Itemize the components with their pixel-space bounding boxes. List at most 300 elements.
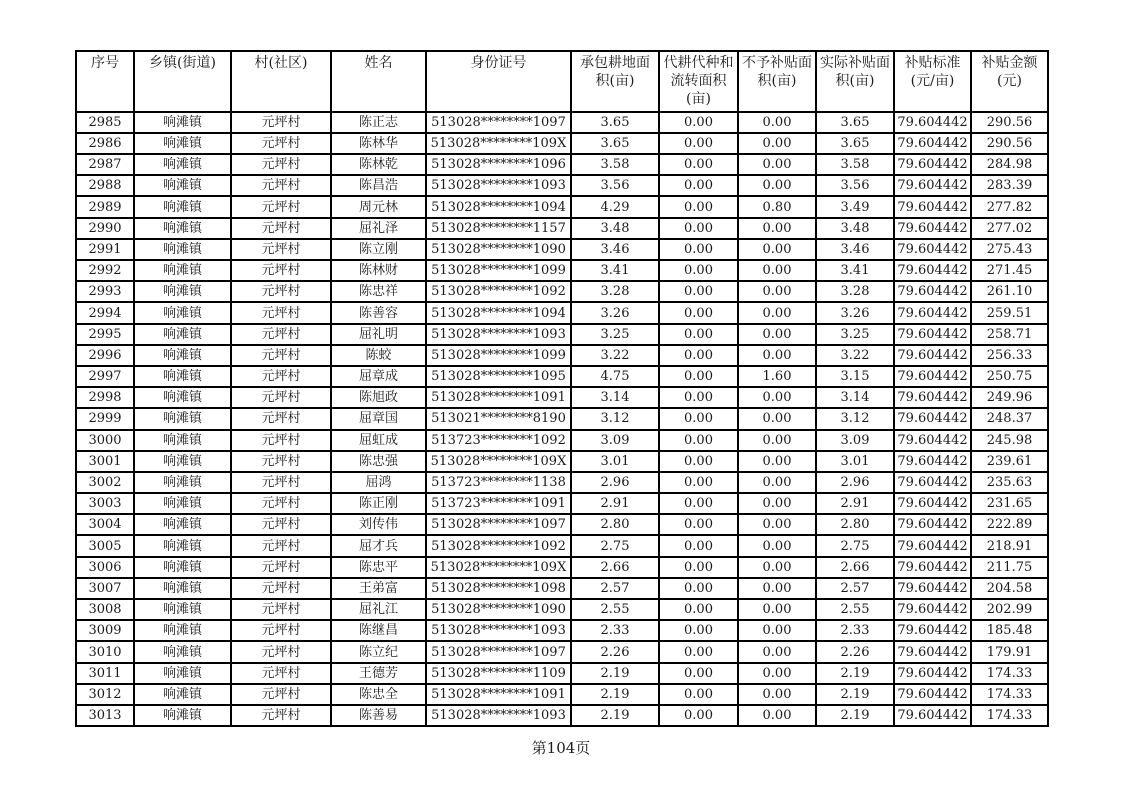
table-cell: 0.00 xyxy=(738,514,816,535)
table-cell: 响滩镇 xyxy=(134,218,231,239)
table-cell: 513028********1095 xyxy=(426,366,571,387)
table-cell: 3012 xyxy=(76,684,134,705)
column-header-non-subsidized-area: 不予补贴面积(亩) xyxy=(738,51,816,112)
table-cell: 79.604442 xyxy=(894,302,971,323)
table-row xyxy=(76,641,1048,662)
table-cell: 响滩镇 xyxy=(134,154,231,175)
table-row xyxy=(76,578,1048,599)
table-cell: 陈善容 xyxy=(331,302,426,323)
table-cell: 79.604442 xyxy=(894,387,971,408)
table-cell: 3.28 xyxy=(816,281,894,302)
table-cell: 陈忠祥 xyxy=(331,281,426,302)
table-cell: 513028********1099 xyxy=(426,260,571,281)
table-row xyxy=(76,663,1048,684)
table-cell: 513028********1093 xyxy=(426,705,571,726)
table-cell: 元坪村 xyxy=(231,154,331,175)
table-cell: 249.96 xyxy=(971,387,1048,408)
table-cell: 元坪村 xyxy=(231,387,331,408)
table-cell: 响滩镇 xyxy=(134,430,231,451)
table-cell: 响滩镇 xyxy=(134,281,231,302)
table-cell: 陈林乾 xyxy=(331,154,426,175)
table-cell: 79.604442 xyxy=(894,112,971,133)
table-cell: 3002 xyxy=(76,472,134,493)
table-cell: 513028********1109 xyxy=(426,663,571,684)
table-cell: 2.75 xyxy=(816,535,894,556)
table-cell: 2.75 xyxy=(571,535,659,556)
table-cell: 3.01 xyxy=(571,451,659,472)
table-cell: 2.19 xyxy=(816,684,894,705)
table-cell: 0.00 xyxy=(659,557,738,578)
table-cell: 3001 xyxy=(76,451,134,472)
table-cell: 3006 xyxy=(76,557,134,578)
table-cell: 响滩镇 xyxy=(134,684,231,705)
table-cell: 0.00 xyxy=(659,302,738,323)
column-header-transferred-area: 代耕代种和流转面积(亩) xyxy=(659,51,738,112)
table-cell: 2.26 xyxy=(571,641,659,662)
table-cell: 刘传伟 xyxy=(331,514,426,535)
table-cell: 3.22 xyxy=(571,345,659,366)
table-row xyxy=(76,239,1048,260)
table-cell: 3.58 xyxy=(816,154,894,175)
table-cell: 513021********8190 xyxy=(426,408,571,429)
table-cell: 2994 xyxy=(76,302,134,323)
table-row xyxy=(76,451,1048,472)
table-cell: 79.604442 xyxy=(894,705,971,726)
table-cell: 513028********1091 xyxy=(426,684,571,705)
table-cell: 0.00 xyxy=(659,430,738,451)
column-header-township: 乡镇(街道) xyxy=(134,51,231,112)
table-cell: 0.00 xyxy=(738,451,816,472)
table-cell: 响滩镇 xyxy=(134,493,231,514)
column-header-actual-subsidy-area: 实际补贴面积(亩) xyxy=(816,51,894,112)
table-cell: 2998 xyxy=(76,387,134,408)
table-cell: 周元林 xyxy=(331,196,426,217)
table-row xyxy=(76,684,1048,705)
table-cell: 0.00 xyxy=(738,557,816,578)
table-cell: 0.00 xyxy=(659,239,738,260)
table-cell: 元坪村 xyxy=(231,705,331,726)
table-cell: 235.63 xyxy=(971,472,1048,493)
table-cell: 2987 xyxy=(76,154,134,175)
table-cell: 2986 xyxy=(76,133,134,154)
table-cell: 202.99 xyxy=(971,599,1048,620)
table-cell: 2.33 xyxy=(816,620,894,641)
column-header-village: 村(社区) xyxy=(231,51,331,112)
table-cell: 513028********109X xyxy=(426,451,571,472)
table-cell: 79.604442 xyxy=(894,493,971,514)
table-cell: 元坪村 xyxy=(231,514,331,535)
table-cell: 211.75 xyxy=(971,557,1048,578)
table-cell: 2.80 xyxy=(571,514,659,535)
table-cell: 响滩镇 xyxy=(134,324,231,345)
table-cell: 3.26 xyxy=(816,302,894,323)
table-cell: 0.00 xyxy=(738,260,816,281)
table-row xyxy=(76,366,1048,387)
table-cell: 79.604442 xyxy=(894,154,971,175)
table-cell: 2993 xyxy=(76,281,134,302)
table-cell: 陈忠全 xyxy=(331,684,426,705)
table-cell: 元坪村 xyxy=(231,535,331,556)
table-cell: 3.25 xyxy=(816,324,894,345)
table-cell: 屈虹成 xyxy=(331,430,426,451)
table-cell: 元坪村 xyxy=(231,620,331,641)
table-cell: 174.33 xyxy=(971,684,1048,705)
table-cell: 248.37 xyxy=(971,408,1048,429)
table-cell: 0.00 xyxy=(738,641,816,662)
table-cell: 元坪村 xyxy=(231,218,331,239)
table-cell: 513028********1097 xyxy=(426,514,571,535)
table-cell: 79.604442 xyxy=(894,366,971,387)
table-cell: 0.00 xyxy=(659,599,738,620)
table-cell: 元坪村 xyxy=(231,557,331,578)
table-cell: 响滩镇 xyxy=(134,705,231,726)
table-cell: 3.41 xyxy=(571,260,659,281)
table-cell: 513028********1098 xyxy=(426,578,571,599)
table-cell: 2.55 xyxy=(816,599,894,620)
table-cell: 513028********1094 xyxy=(426,302,571,323)
table-cell: 0.00 xyxy=(738,535,816,556)
table-cell: 0.80 xyxy=(738,196,816,217)
table-cell: 1.60 xyxy=(738,366,816,387)
table-cell: 2.66 xyxy=(816,557,894,578)
table-row xyxy=(76,196,1048,217)
table-row xyxy=(76,472,1048,493)
table-cell: 3.65 xyxy=(571,112,659,133)
table-cell: 0.00 xyxy=(659,493,738,514)
column-header-id-number: 身份证号 xyxy=(426,51,571,112)
table-cell: 79.604442 xyxy=(894,599,971,620)
table-cell: 79.604442 xyxy=(894,218,971,239)
table-row xyxy=(76,408,1048,429)
table-cell: 2996 xyxy=(76,345,134,366)
table-cell: 3.28 xyxy=(571,281,659,302)
column-header-serial-number: 序号 xyxy=(76,51,134,112)
table-cell: 响滩镇 xyxy=(134,112,231,133)
table-cell: 0.00 xyxy=(659,175,738,196)
table-cell: 0.00 xyxy=(738,387,816,408)
table-row xyxy=(76,430,1048,451)
table-cell: 2989 xyxy=(76,196,134,217)
table-cell: 0.00 xyxy=(659,535,738,556)
table-cell: 元坪村 xyxy=(231,430,331,451)
table-cell: 2.19 xyxy=(816,705,894,726)
table-cell: 2.55 xyxy=(571,599,659,620)
subsidy-table xyxy=(75,50,1049,727)
table-cell: 79.604442 xyxy=(894,578,971,599)
table-cell: 259.51 xyxy=(971,302,1048,323)
table-cell: 0.00 xyxy=(659,514,738,535)
table-cell: 513028********1093 xyxy=(426,620,571,641)
table-cell: 响滩镇 xyxy=(134,663,231,684)
table-cell: 3.46 xyxy=(816,239,894,260)
table-cell: 513028********1097 xyxy=(426,641,571,662)
table-cell: 响滩镇 xyxy=(134,260,231,281)
table-cell: 222.89 xyxy=(971,514,1048,535)
table-row xyxy=(76,218,1048,239)
table-cell: 79.604442 xyxy=(894,175,971,196)
table-row xyxy=(76,281,1048,302)
table-cell: 元坪村 xyxy=(231,324,331,345)
table-cell: 2985 xyxy=(76,112,134,133)
table-cell: 277.02 xyxy=(971,218,1048,239)
table-cell: 204.58 xyxy=(971,578,1048,599)
table-cell: 0.00 xyxy=(738,133,816,154)
table-cell: 响滩镇 xyxy=(134,239,231,260)
table-row xyxy=(76,493,1048,514)
table-cell: 79.604442 xyxy=(894,196,971,217)
table-row xyxy=(76,302,1048,323)
table-cell: 王德芳 xyxy=(331,663,426,684)
table-cell: 陈继昌 xyxy=(331,620,426,641)
table-cell: 3.01 xyxy=(816,451,894,472)
table-cell: 响滩镇 xyxy=(134,451,231,472)
table-cell: 239.61 xyxy=(971,451,1048,472)
table-cell: 0.00 xyxy=(738,281,816,302)
table-cell: 3.09 xyxy=(816,430,894,451)
table-cell: 513028********1092 xyxy=(426,281,571,302)
table-cell: 3.14 xyxy=(571,387,659,408)
table-cell: 0.00 xyxy=(659,154,738,175)
table-cell: 3005 xyxy=(76,535,134,556)
table-cell: 79.604442 xyxy=(894,133,971,154)
table-cell: 513028********1092 xyxy=(426,535,571,556)
table-cell: 2997 xyxy=(76,366,134,387)
table-cell: 513028********1091 xyxy=(426,387,571,408)
table-cell: 3007 xyxy=(76,578,134,599)
table-cell: 0.00 xyxy=(659,663,738,684)
table-cell: 0.00 xyxy=(659,133,738,154)
table-cell: 2.57 xyxy=(571,578,659,599)
table-cell: 0.00 xyxy=(738,599,816,620)
table-cell: 0.00 xyxy=(659,324,738,345)
table-cell: 响滩镇 xyxy=(134,472,231,493)
table-cell: 79.604442 xyxy=(894,663,971,684)
table-row xyxy=(76,535,1048,556)
table-cell: 79.604442 xyxy=(894,472,971,493)
table-cell: 513028********1097 xyxy=(426,112,571,133)
table-cell: 513028********109X xyxy=(426,557,571,578)
table-cell: 0.00 xyxy=(659,387,738,408)
table-cell: 513028********1093 xyxy=(426,324,571,345)
table-cell: 元坪村 xyxy=(231,578,331,599)
table-row xyxy=(76,387,1048,408)
table-cell: 陈林华 xyxy=(331,133,426,154)
table-cell: 0.00 xyxy=(659,578,738,599)
table-cell: 2995 xyxy=(76,324,134,345)
table-cell: 屈礼泽 xyxy=(331,218,426,239)
column-header-subsidy-standard: 补贴标准(元/亩) xyxy=(894,51,971,112)
table-cell: 513028********1157 xyxy=(426,218,571,239)
table-cell: 79.604442 xyxy=(894,324,971,345)
table-cell: 185.48 xyxy=(971,620,1048,641)
table-cell: 0.00 xyxy=(659,345,738,366)
table-cell: 0.00 xyxy=(659,281,738,302)
table-cell: 3.56 xyxy=(571,175,659,196)
table-cell: 231.65 xyxy=(971,493,1048,514)
table-cell: 79.604442 xyxy=(894,260,971,281)
table-cell: 0.00 xyxy=(738,578,816,599)
table-cell: 元坪村 xyxy=(231,451,331,472)
table-cell: 响滩镇 xyxy=(134,514,231,535)
table-cell: 0.00 xyxy=(659,705,738,726)
table-cell: 2.91 xyxy=(571,493,659,514)
table-cell: 0.00 xyxy=(738,175,816,196)
table-cell: 3.56 xyxy=(816,175,894,196)
table-cell: 元坪村 xyxy=(231,684,331,705)
table-cell: 王弟富 xyxy=(331,578,426,599)
table-cell: 3.15 xyxy=(816,366,894,387)
table-cell: 3.12 xyxy=(816,408,894,429)
table-row xyxy=(76,133,1048,154)
table-cell: 0.00 xyxy=(738,408,816,429)
table-cell: 陈忠平 xyxy=(331,557,426,578)
table-cell: 0.00 xyxy=(659,641,738,662)
table-row xyxy=(76,620,1048,641)
table-cell: 3004 xyxy=(76,514,134,535)
table-cell: 陈忠强 xyxy=(331,451,426,472)
table-cell: 元坪村 xyxy=(231,345,331,366)
table-cell: 元坪村 xyxy=(231,260,331,281)
table-cell: 513028********1093 xyxy=(426,175,571,196)
table-cell: 响滩镇 xyxy=(134,408,231,429)
table-cell: 元坪村 xyxy=(231,281,331,302)
table-cell: 3009 xyxy=(76,620,134,641)
table-cell: 3.58 xyxy=(571,154,659,175)
table-cell: 3.14 xyxy=(816,387,894,408)
table-cell: 响滩镇 xyxy=(134,535,231,556)
table-cell: 0.00 xyxy=(659,218,738,239)
table-cell: 元坪村 xyxy=(231,112,331,133)
table-cell: 2991 xyxy=(76,239,134,260)
table-cell: 79.604442 xyxy=(894,620,971,641)
table-cell: 响滩镇 xyxy=(134,387,231,408)
table-row xyxy=(76,557,1048,578)
table-cell: 3.46 xyxy=(571,239,659,260)
table-cell: 响滩镇 xyxy=(134,620,231,641)
table-cell: 2.19 xyxy=(816,663,894,684)
table-cell: 0.00 xyxy=(738,684,816,705)
table-row xyxy=(76,599,1048,620)
table-cell: 陈立刚 xyxy=(331,239,426,260)
table-row xyxy=(76,705,1048,726)
table-cell: 2.57 xyxy=(816,578,894,599)
table-cell: 513028********1094 xyxy=(426,196,571,217)
table-cell: 271.45 xyxy=(971,260,1048,281)
table-cell: 0.00 xyxy=(659,451,738,472)
column-header-name: 姓名 xyxy=(331,51,426,112)
table-cell: 284.98 xyxy=(971,154,1048,175)
table-cell: 290.56 xyxy=(971,133,1048,154)
table-cell: 元坪村 xyxy=(231,472,331,493)
table-body xyxy=(76,112,1048,726)
table-cell: 218.91 xyxy=(971,535,1048,556)
table-cell: 3013 xyxy=(76,705,134,726)
table-cell: 元坪村 xyxy=(231,239,331,260)
table-cell: 3.25 xyxy=(571,324,659,345)
table-cell: 响滩镇 xyxy=(134,133,231,154)
table-cell: 0.00 xyxy=(659,620,738,641)
table-cell: 2.91 xyxy=(816,493,894,514)
table-cell: 79.604442 xyxy=(894,281,971,302)
table-cell: 陈林财 xyxy=(331,260,426,281)
table-cell: 2990 xyxy=(76,218,134,239)
table-cell: 陈蛟 xyxy=(331,345,426,366)
table-cell: 3.12 xyxy=(571,408,659,429)
table-cell: 0.00 xyxy=(659,112,738,133)
table-cell: 0.00 xyxy=(738,302,816,323)
table-cell: 0.00 xyxy=(659,472,738,493)
table-cell: 3.48 xyxy=(571,218,659,239)
table-cell: 2.33 xyxy=(571,620,659,641)
table-cell: 245.98 xyxy=(971,430,1048,451)
table-cell: 2999 xyxy=(76,408,134,429)
table-cell: 响滩镇 xyxy=(134,175,231,196)
table-cell: 79.604442 xyxy=(894,684,971,705)
table-cell: 250.75 xyxy=(971,366,1048,387)
table-cell: 290.56 xyxy=(971,112,1048,133)
table-cell: 陈旭政 xyxy=(331,387,426,408)
table-cell: 0.00 xyxy=(738,620,816,641)
table-cell: 元坪村 xyxy=(231,493,331,514)
table-cell: 513028********1090 xyxy=(426,599,571,620)
table-cell: 3.22 xyxy=(816,345,894,366)
table-cell: 2988 xyxy=(76,175,134,196)
table-cell: 元坪村 xyxy=(231,175,331,196)
table-cell: 元坪村 xyxy=(231,366,331,387)
table-cell: 元坪村 xyxy=(231,196,331,217)
table-cell: 3000 xyxy=(76,430,134,451)
table-cell: 79.604442 xyxy=(894,641,971,662)
table-cell: 258.71 xyxy=(971,324,1048,345)
table-row xyxy=(76,112,1048,133)
table-cell: 元坪村 xyxy=(231,133,331,154)
table-cell: 0.00 xyxy=(738,430,816,451)
table-cell: 174.33 xyxy=(971,705,1048,726)
page-number: 第104页 xyxy=(531,739,591,757)
table-cell: 响滩镇 xyxy=(134,641,231,662)
table-cell: 3010 xyxy=(76,641,134,662)
table-row xyxy=(76,324,1048,345)
table-cell: 275.43 xyxy=(971,239,1048,260)
table-cell: 陈善易 xyxy=(331,705,426,726)
table-cell: 174.33 xyxy=(971,663,1048,684)
table-cell: 屈章国 xyxy=(331,408,426,429)
table-cell: 陈立纪 xyxy=(331,641,426,662)
table-cell: 79.604442 xyxy=(894,514,971,535)
table-cell: 2.26 xyxy=(816,641,894,662)
table-cell: 79.604442 xyxy=(894,451,971,472)
table-cell: 3.41 xyxy=(816,260,894,281)
table-cell: 2.80 xyxy=(816,514,894,535)
table-cell: 2.19 xyxy=(571,663,659,684)
table-cell: 2.66 xyxy=(571,557,659,578)
table-cell: 元坪村 xyxy=(231,663,331,684)
table-cell: 0.00 xyxy=(738,705,816,726)
table-row xyxy=(76,345,1048,366)
table-cell: 283.39 xyxy=(971,175,1048,196)
column-header-subsidy-amount: 补贴金额(元) xyxy=(971,51,1048,112)
table-cell: 陈正刚 xyxy=(331,493,426,514)
table-row xyxy=(76,175,1048,196)
table-cell: 513028********109X xyxy=(426,133,571,154)
table-cell: 元坪村 xyxy=(231,408,331,429)
table-cell: 陈昌浩 xyxy=(331,175,426,196)
table-cell: 513028********1096 xyxy=(426,154,571,175)
table-cell: 79.604442 xyxy=(894,345,971,366)
table-cell: 响滩镇 xyxy=(134,578,231,599)
table-cell: 277.82 xyxy=(971,196,1048,217)
table-cell: 屈礼明 xyxy=(331,324,426,345)
